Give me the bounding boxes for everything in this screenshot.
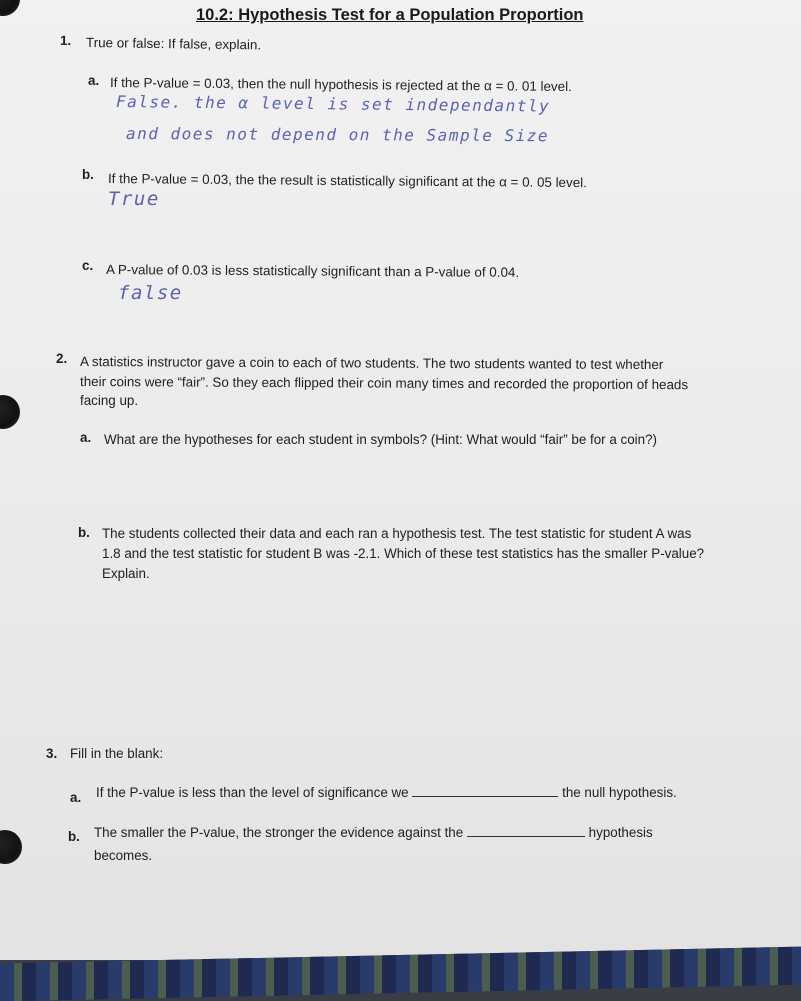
q2-number: 2. — [56, 351, 68, 366]
q1-number: 1. — [59, 32, 72, 49]
q1b-answer: True — [108, 188, 160, 210]
q3a-after: the null hypothesis. — [562, 785, 677, 800]
q1c-letter: c. — [82, 258, 94, 273]
q2-line2: their coins were “fair”. So they each flipped their coin many times and recorded the proportion of heads — [79, 374, 689, 393]
q1c-text: A P-value of 0.03 is less statistically significant than a P-value of 0.04. — [105, 262, 520, 280]
q3b-after: hypothesis — [588, 825, 653, 840]
q2b-line3: Explain. — [102, 566, 150, 581]
q2a-letter: a. — [80, 430, 92, 445]
q2b-line1: The students collected their data and each ran a hypothesis test. The test statistic for student A was — [102, 526, 692, 541]
q2a-text: What are the hypotheses for each student in symbols? (Hint: What would “fair” be for a coin?) — [104, 432, 657, 447]
q2-line3: facing up. — [80, 393, 139, 408]
q3-number: 3. — [46, 746, 58, 761]
q2-line1: A statistics instructor gave a coin to each of two students. The two students wanted to test whether — [79, 354, 664, 373]
q1a-answer-line2: and does not depend on the Sample Size — [125, 124, 550, 146]
q3-prompt: Fill in the blank: — [70, 746, 164, 761]
q1-prompt: True or false: If false, explain. — [85, 35, 262, 53]
q3a-before: If the P-value is less than the level of significance we — [96, 785, 409, 800]
q1b-text: If the P-value = 0.03, the the result is statistically significant at the α = 0. 05 level. — [107, 171, 587, 191]
q3a-blank[interactable] — [412, 782, 558, 797]
q3a-letter: a. — [70, 790, 82, 805]
q3a-sentence — [96, 782, 677, 803]
q2b-line2: 1.8 and the test statistic for student B was -2.1. Which of these test statistics has the smaller P-value? — [102, 546, 705, 561]
q1c-answer: false — [118, 282, 183, 304]
q1b-letter: b. — [82, 167, 94, 182]
q3b-letter: b. — [68, 829, 80, 844]
q1a-answer-line1: False. the α level is set independantly — [115, 92, 551, 116]
q1a-text: If the P-value = 0.03, then the null hypothesis is rejected at the α = 0. 01 level. — [109, 75, 572, 95]
q3b-sentence — [94, 822, 653, 843]
worksheet-title: 10.2: Hypothesis Test for a Population Proportion — [196, 6, 584, 24]
q3b-line2: becomes. — [94, 848, 153, 863]
q2b-letter: b. — [78, 525, 90, 540]
q3b-blank[interactable] — [467, 822, 585, 837]
q3b-before: The smaller the P-value, the stronger the evidence against the — [94, 825, 464, 840]
q1a-letter: a. — [88, 73, 100, 88]
